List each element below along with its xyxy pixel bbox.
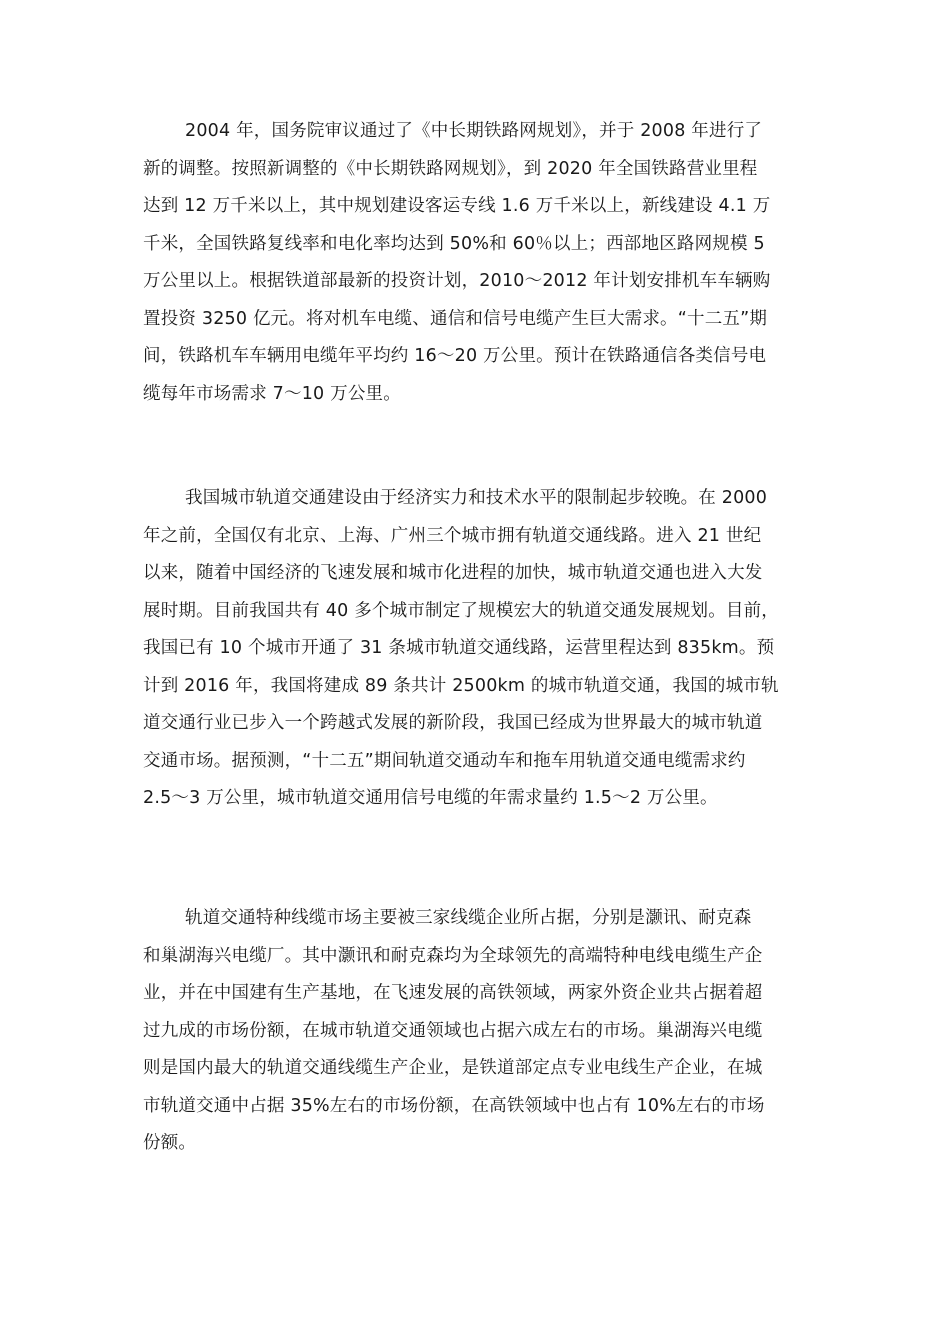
text-line: 市轨道交通中占据 35%左右的市场份额，在高铁领域中也占有 10%左右的市场 [143,1095,765,1116]
text-line: 万公里以上。根据铁道部最新的投资计划，2010～2012 年计划安排机车车辆购 [143,271,771,291]
text-line: 达到 12 万千米以上，其中规划建设客运专线 1.6 万千米以上，新线建设 4.1 万 [143,196,771,216]
paragraph-cable-market [143,900,811,1163]
paragraph-railway-planning [143,113,811,413]
text-line: 置投资 3250 亿元。将对机车电缆、通信和信号电缆产生巨大需求。“十二五”期 [143,308,768,329]
paragraph-urban-rail-transit [143,480,811,818]
text-line: 则是国内最大的轨道交通线缆生产企业，是铁道部定点专业电线生产企业，在城 [143,1058,763,1078]
text-line: 以来，随着中国经济的飞速发展和城市化进程的加快，城市轨道交通也进入大发 [143,563,763,583]
text-line: 间，铁路机车车辆用电缆年平均约 16～20 万公里。预计在铁路通信各类信号电 [143,346,767,366]
text-line: 份额。 [143,1133,197,1153]
text-line: 年之前，全国仅有北京、上海、广州三个城市拥有轨道交通线路。进入 21 世纪 [143,525,762,546]
text-line: 计到 2016 年，我国将建成 89 条共计 2500km 的城市轨道交通，我国的城市轨 [143,675,779,696]
text-line: 缆每年市场需求 7～10 万公里。 [143,383,401,404]
text-line: 新的调整。按照新调整的《中长期铁路网规划》，到 2020 年全国铁路营业里程 [143,158,758,179]
text-line: 交通市场。据预测，“十二五”期间轨道交通动车和拖车用轨道交通电缆需求约 [143,750,746,771]
text-line: 轨道交通特种线缆市场主要被三家线缆企业所占据，分别是灏讯、耐克森 [185,908,752,928]
text-line: 过九成的市场份额，在城市轨道交通领域也占据六成左右的市场。巢湖海兴电缆 [143,1020,763,1041]
text-line: 展时期。目前我国共有 40 多个城市制定了规模宏大的轨道交通发展规划。目前， [143,600,779,621]
text-line: 道交通行业已步入一个跨越式发展的新阶段，我国已经成为世界最大的城市轨道 [143,713,763,733]
text-line: 千米，全国铁路复线率和电化率均达到 50%和 60％以上；西部地区路网规模 5 [143,233,765,254]
text-line: 我国已有 10 个城市开通了 31 条城市轨道交通线路，运营里程达到 835km。预 [143,638,775,658]
text-line: 业，并在中国建有生产基地，在飞速发展的高铁领域，两家外资企业共占据着超 [143,983,763,1003]
text-line: 2.5～3 万公里，城市轨道交通用信号电缆的年需求量约 1.5～2 万公里。 [143,788,718,808]
text-line: 我国城市轨道交通建设由于经济实力和技术水平的限制起步较晚。在 2000 [185,488,768,508]
text-line: 和巢湖海兴电缆厂。其中灏讯和耐克森均为全球领先的高端特种电线电缆生产企 [143,945,763,966]
text-line: 2004 年，国务院审议通过了《中长期铁路网规划》，并于 2008 年进行了 [185,121,763,141]
